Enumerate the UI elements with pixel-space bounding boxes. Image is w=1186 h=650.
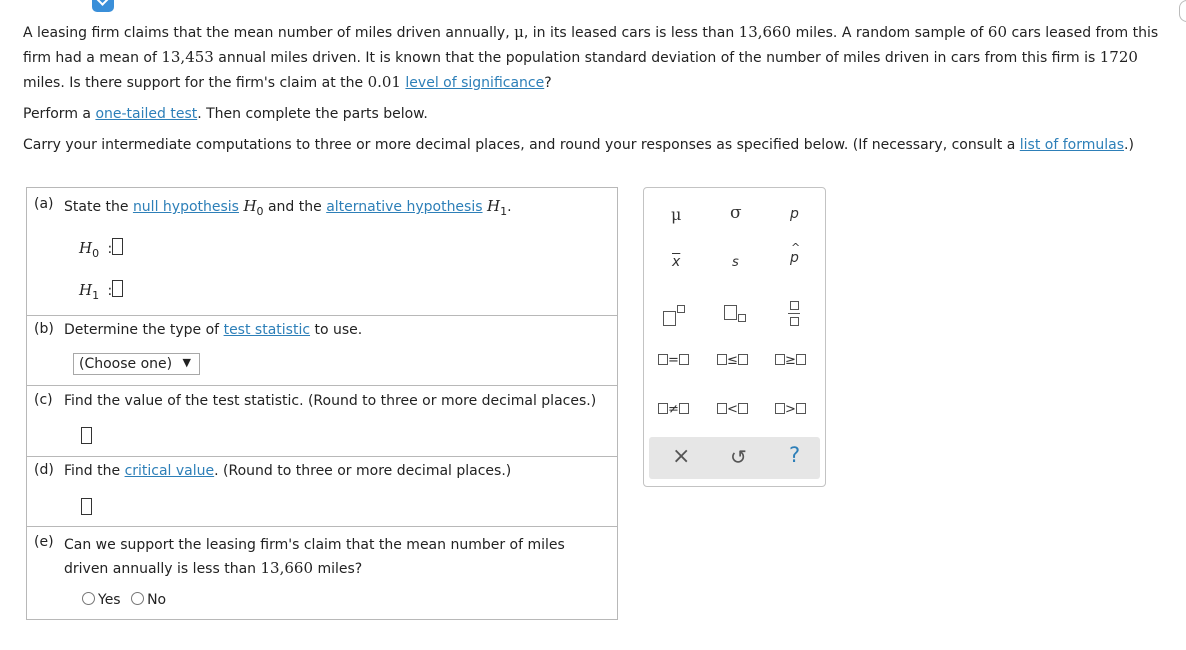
mu-key[interactable]: μ	[671, 205, 682, 224]
claim-value: 13,660	[738, 23, 792, 41]
h1-symbol: H	[486, 197, 501, 215]
problem-text: , in its leased cars is less than	[523, 25, 739, 41]
base-box-icon	[663, 311, 676, 326]
select-value: (Choose one)	[79, 356, 173, 372]
significance-link[interactable]: level of significance	[405, 75, 545, 91]
part-label: (d)	[34, 462, 54, 478]
exponent-box-icon	[677, 305, 685, 313]
problem-text: A leasing firm claims that the mean number of miles driven annually,	[23, 25, 515, 41]
h1-row	[79, 280, 123, 302]
alternative-hypothesis-link[interactable]: alternative hypothesis	[326, 199, 483, 215]
base-box-icon	[724, 305, 737, 320]
problem-statement	[23, 20, 1171, 95]
claim-value: 13,660	[260, 559, 313, 577]
greater-than-symbol: >	[785, 402, 796, 417]
greater-equal-symbol: ≥	[785, 353, 796, 368]
palette-action-bar	[649, 437, 820, 479]
problem-text: miles. A random sample of	[791, 25, 988, 41]
part-e	[27, 526, 617, 619]
one-tailed-test-link[interactable]: one-tailed test	[95, 106, 198, 122]
p-key[interactable]: p	[790, 206, 799, 222]
collapse-toggle-icon[interactable]	[92, 0, 114, 12]
greater-equal-key[interactable]	[775, 353, 806, 368]
part-a-prompt	[64, 197, 512, 218]
instruction-line	[23, 134, 1134, 156]
part-e-prompt	[64, 534, 565, 581]
undo-icon[interactable]: ↺	[730, 445, 747, 469]
h0-label: H	[79, 239, 93, 257]
xbar-key[interactable]: $\overline{x}$	[672, 254, 681, 270]
yes-option[interactable]	[82, 592, 121, 608]
part-c-prompt: Find the value of the test statistic. (Round to three or more decimal places.)	[64, 393, 597, 409]
prompt-text: miles?	[313, 561, 363, 577]
side-panel-handle[interactable]	[1179, 0, 1186, 22]
dropdown-arrow-icon: ▼	[182, 356, 191, 369]
h1-answer-input[interactable]	[112, 280, 123, 297]
yes-label: Yes	[98, 592, 121, 608]
prompt-text: and the	[263, 199, 327, 215]
less-than-symbol: <	[727, 402, 738, 417]
less-equal-symbol: ≤	[727, 353, 738, 368]
prompt-text: Find the	[64, 463, 125, 479]
numerator-box-icon	[790, 301, 799, 310]
sample-size: 60	[987, 23, 1007, 41]
fraction-bar-icon	[788, 313, 800, 314]
sample-mean: 13,453	[161, 48, 214, 66]
part-b	[27, 315, 617, 386]
prompt-text: . (Round to three or more decimal places.)	[214, 463, 512, 479]
clear-icon[interactable]: ×	[672, 444, 691, 469]
instruction-text: . Then complete the parts below.	[197, 106, 428, 122]
alpha-value: 0.01	[367, 73, 401, 91]
no-label: No	[147, 592, 167, 608]
prompt-text: driven annually is less than	[64, 561, 261, 577]
part-label: (b)	[34, 321, 54, 337]
prompt-text: State the	[64, 199, 133, 215]
answer-options	[82, 592, 166, 608]
subscript-key[interactable]	[724, 305, 744, 325]
yes-radio[interactable]	[82, 592, 95, 605]
h0-answer-input[interactable]	[112, 238, 123, 255]
problem-text: cars leased from this firm had a mean of	[23, 25, 1159, 66]
symbol-palette	[643, 187, 826, 487]
instruction-text: .)	[1124, 137, 1134, 153]
less-than-key[interactable]	[717, 402, 748, 417]
help-icon[interactable]: ?	[789, 443, 801, 467]
h0-subscript: 0	[92, 246, 100, 260]
phat-letter: p	[790, 250, 799, 266]
s-key[interactable]: s	[732, 255, 739, 270]
part-b-prompt	[64, 322, 362, 338]
colon: :	[107, 241, 113, 257]
test-statistic-link[interactable]: test statistic	[223, 322, 311, 338]
population-sd: 1720	[1099, 48, 1138, 66]
no-option[interactable]	[131, 592, 166, 608]
problem-text: annual miles driven. It is known that the population standard deviation of the number of miles driven in cars from this firm is	[213, 50, 1100, 66]
denominator-box-icon	[790, 317, 799, 326]
question-box	[26, 187, 618, 620]
instruction-text: Carry your intermediate computations to three or more decimal places, and round your responses as specified below. (If necessary, consult a	[23, 137, 1020, 153]
prompt-text: .	[507, 199, 512, 215]
test-statistic-input[interactable]	[81, 427, 92, 444]
h0-subscript: 0	[256, 204, 264, 218]
equals-symbol: =	[668, 353, 679, 368]
problem-text: ?	[544, 75, 552, 91]
prompt-text: Determine the type of	[64, 322, 224, 338]
equals-key[interactable]	[658, 353, 689, 368]
null-hypothesis-link[interactable]: null hypothesis	[132, 199, 239, 215]
part-c	[27, 385, 617, 457]
part-d	[27, 456, 617, 527]
h1-subscript: 1	[500, 204, 508, 218]
critical-value-link[interactable]: critical value	[124, 463, 215, 479]
sigma-key[interactable]: σ	[730, 203, 742, 223]
less-equal-key[interactable]	[717, 353, 748, 368]
colon: :	[107, 283, 113, 299]
superscript-key[interactable]	[663, 305, 683, 325]
part-label: (c)	[34, 392, 53, 408]
fraction-key[interactable]	[788, 301, 800, 327]
greater-than-key[interactable]	[775, 402, 806, 417]
h0-symbol: H	[243, 197, 257, 215]
prompt-text: to use.	[310, 322, 363, 338]
h0-row	[79, 238, 123, 260]
part-d-prompt	[64, 463, 511, 479]
mu-symbol: μ	[514, 23, 524, 41]
problem-text: miles. Is there support for the firm's claim at the	[23, 75, 368, 91]
critical-value-input[interactable]	[81, 498, 92, 515]
part-label: (a)	[34, 196, 54, 212]
not-equal-key[interactable]	[658, 402, 689, 417]
part-label: (e)	[34, 534, 54, 550]
h1-label: H	[79, 281, 93, 299]
phat-key[interactable]: ^ p	[790, 241, 801, 266]
not-equal-symbol: ≠	[668, 402, 679, 417]
subscript-box-icon	[738, 314, 746, 322]
instruction-text: Perform a	[23, 106, 96, 122]
no-radio[interactable]	[131, 592, 144, 605]
part-a	[27, 188, 617, 316]
formulas-link[interactable]: list of formulas	[1019, 137, 1125, 153]
test-statistic-select[interactable]	[73, 353, 200, 375]
prompt-text: Can we support the leasing firm's claim that the mean number of miles	[64, 537, 565, 553]
instruction-line	[23, 103, 428, 125]
h1-subscript: 1	[92, 288, 100, 302]
